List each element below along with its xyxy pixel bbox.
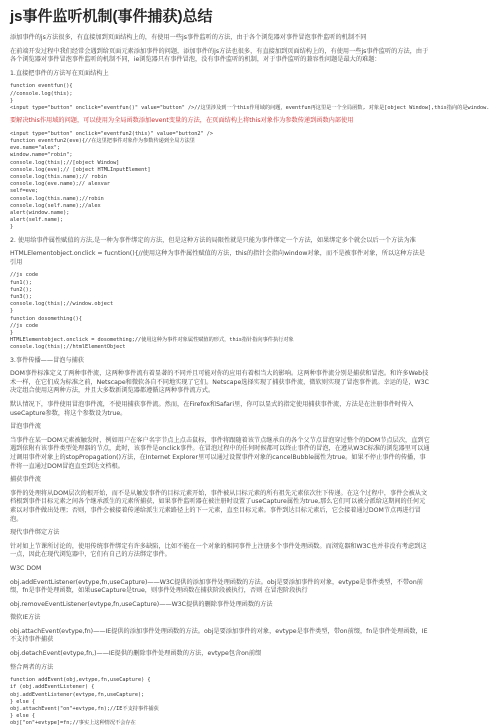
code-line: console.log(this);//window.object bbox=[10, 301, 114, 308]
api-remove-event-listener: obj.removeEventListener(evtype,fn,useCapture)——W3C提供的删除事件处理函数的方法 bbox=[10, 600, 273, 608]
code-line: function eventfun(){ bbox=[10, 83, 73, 90]
code-line: if (obj.addEventListener) { bbox=[10, 684, 95, 691]
code-line: obj["on"+evtype]=fn;//事实上这种情况不会存在 bbox=[10, 720, 136, 727]
page-title: js事件监听机制(事件捕获)总结 bbox=[10, 8, 213, 25]
code-line: HTMLElementobject.onclick = dosomething;//使用这种为事件对象属性赋值的形式，this指针指向事件执行对象 bbox=[10, 337, 294, 344]
code-line: } else { bbox=[10, 698, 35, 705]
code-line: self=eve; bbox=[10, 188, 39, 195]
code-line: } bbox=[10, 97, 14, 104]
code-line: fun1(); bbox=[10, 279, 32, 286]
section-heading-2: 2. 使用给事件属性赋值的方法,是一种为事件绑定的方法，但是这种方法的局限性就是只能为事件绑定一个方法，如果绑定多个就会以后一个方法为准 bbox=[10, 236, 416, 244]
paragraph-7: 事件的处理将从DOM层次的根开始，而不是从触发事件的目标元素开始，事件被从目标元素的所有祖先元素依次往下传递。在这个过程中，事件会被从文档根到事件目标元素之间各个继承派生的元素所捕获，如果事件监听器在被注册时设置了useCapture属性为true,那么它们可以被分派给这期间的任何元素以对事件做出处理；否则，事件会被接着传递给派生元素路径上的下一元素，直至目标元素。事件到达目标元素后，它会接着通过DOM节点再进行冒泡。 bbox=[10, 489, 428, 523]
section-heading-w3c: W3C DOM bbox=[10, 564, 42, 572]
paragraph-8: 针对如上节课所讨论的，使用传统事件绑定有许多缺陷，比如不能在一个对象的相同事件上注册多个事件处理函数。而浏览器和W3C也并非没有考虑到这一点，因此在现代浏览器中，它们有自己的方法绑定事件。 bbox=[10, 542, 427, 559]
code-line: //js code bbox=[10, 322, 39, 329]
code-line: } else { bbox=[10, 713, 35, 720]
code-line: obj.attachEvent("on"+evtype,fn);//IE不支持事件捕获 bbox=[10, 706, 159, 713]
code-line: console.log(this);//[object Window] bbox=[10, 159, 120, 166]
api-attach-event: obj.attachEvent(evtype,fn)——IE提供的添加事件处理函数的方法。obj是要添加事件的对象，evtype是事件类型，带on前缀，fn是事件处理函数，IE不支持事件捕获 bbox=[10, 627, 428, 644]
code-line: window.name="robin"; bbox=[10, 152, 73, 159]
intro-text: 添加事件的js方法很多，有直接加到页面结构上的，有使用一些js事件监听的方法，由于各个浏览器对事件冒泡事件监听的机制不同 bbox=[10, 34, 367, 41]
code-line: console.log(this);//htmlElementObject bbox=[10, 344, 126, 351]
code-line: <input type="button" onclick="eventfun2(this)" value="button2" /> bbox=[10, 130, 214, 137]
code-block-2 bbox=[10, 131, 430, 232]
paragraph-3: HTMLElementobject.onclick = fucntion(){//使用这种为事件属性赋值的方法，this的指针会指向window对象，而不是被事件对象，所以这种方法是引用 bbox=[10, 250, 425, 266]
code-line: console.log(self.name);//alex bbox=[10, 202, 101, 209]
api-add-event-listener: obj.addEventListener(evtype,fn,useCapture)——W3C提供的添加事件处理函数的方法。obj是要添加事件的对象，evtype是事件类型，不带on前缀，fn是事件处理函数，如果useCapture是true，则事件处理函数在捕获阶段被执行，否则 在冒泡阶段执行 bbox=[10, 578, 423, 595]
section-heading-3: 3.事件传播——冒泡与捕获 bbox=[10, 356, 84, 364]
code-line: eve.name="alex"; bbox=[10, 145, 60, 152]
code-line: fun2(); bbox=[10, 286, 32, 293]
paragraph-4: DOM事件标准定义了两种事件流，这两种事件流有着显著的不同并且可能对你的应用有着相当大的影响。这两种事件流分别是捕获和冒泡。和许多Web技术一样，在它们成为标准之前，Netscape和微软各自不同地实现了它们。Netscape选择实现了捕获事件流，微软则实现了冒泡事件流。幸运的是，W3C决定组合使用这两种方法，并且大多数新浏览器都遵循这两种事件流方式。 bbox=[10, 370, 429, 395]
code-line: alert(window.name); bbox=[10, 210, 70, 217]
code-line: //js code bbox=[10, 272, 39, 279]
code-line: } bbox=[10, 224, 14, 231]
code-block-1 bbox=[10, 83, 489, 112]
code-block-4 bbox=[10, 677, 430, 727]
code-line: console.log(eve);// [object HTMLInputElement] bbox=[10, 166, 151, 173]
code-block-3 bbox=[10, 272, 430, 351]
code-line: console.log(eve.name);// alexvar bbox=[10, 181, 110, 188]
api-detach-event: obj.detachEvent(evtype,fn,)——IE提供的删除事件处理函数的方法，evtype包含on前缀 bbox=[10, 650, 262, 658]
section-heading-ie: 微软IE方法 bbox=[10, 614, 41, 622]
code-line: function dosomething(){ bbox=[10, 315, 82, 322]
code-line: function addEvent(obj,evtype,fn,useCapture) { bbox=[10, 677, 151, 684]
section-heading-modern: 现代事件绑定方法 bbox=[10, 529, 60, 537]
paragraph-2: 要解决this作用域的问题，可以使用为全局函数添加event变量的方法，在页面结构上将this对象作为参数传递到函数内部使用 bbox=[10, 117, 354, 125]
code-line: } bbox=[10, 308, 14, 315]
paragraph-5: 默认情况下，事件使用冒泡事件流，不使用捕获事件流。然而，在Firefox和Safari里，你可以显式的指定使用捕获事件流，方法是在注册事件时传入useCapture参数，将这个参数设为true。 bbox=[10, 401, 414, 417]
section-heading-combined: 整合两者的方法 bbox=[10, 663, 54, 671]
section-heading-capture: 捕获事件流 bbox=[10, 476, 41, 484]
code-line: alert(self.name); bbox=[10, 217, 64, 224]
paragraph-1: 在前端开发过程中我们经常会遇到给页面元素添加事件的问题，添加事件的js方法也很多，有直接加到页面结构上的，有使用一些js事件监听的方法，由于各个浏览器对事件冒泡事件监听的机制不同，ie浏览器只有事件冒泡，没有事件监听的机制，对于事件监听的兼容性问题是最大的难题： bbox=[10, 47, 429, 64]
code-line: function eventfun2(eve){//在这里把事件对象作为参数传递到全局方法里 bbox=[10, 137, 195, 144]
section-heading-bubble: 冒泡事件流 bbox=[10, 423, 41, 431]
code-line: //console.log(this); bbox=[10, 90, 73, 97]
code-line: <input type="button" onclick="eventfun()" value="button" />//这里涉及到一个this作用域的问题，eventfun再这里是一个全局函数, 对象是[object Window],this指向的是window. bbox=[10, 104, 489, 111]
code-line: } bbox=[10, 330, 14, 337]
code-line: console.log(this.name);// robin bbox=[10, 174, 107, 180]
code-line: console.log(this.name);//robin bbox=[10, 195, 104, 202]
paragraph-6: 当事件在某一DOM元素被触发时，例如用户在客户名字节点上点击鼠标，事件将跟随着该节点继承自的各个父节点冒泡穿过整个的DOM节点层次，直到它遇到依附有该事件类型处理器的节点，此时，该事件是onclick事件。在冒泡过程中的任何时候都可以终止事件的冒泡，在遵从W3C标准的浏览器里可以通过调用事件对象上的stopPropagation()方法，在Internet Explorer里可以通过设置事件对象的cancelBubble属性为true。如果不停止事件的传播，事件将一直通过DOM冒泡直至到达文档根。 bbox=[10, 436, 430, 470]
section-heading-1: 1.直接把事件的方法写在页面结构上 bbox=[10, 69, 109, 77]
code-line: fun3(); bbox=[10, 294, 32, 301]
code-line: obj.addEventListener(evtype,fn,useCapture); bbox=[10, 691, 145, 698]
